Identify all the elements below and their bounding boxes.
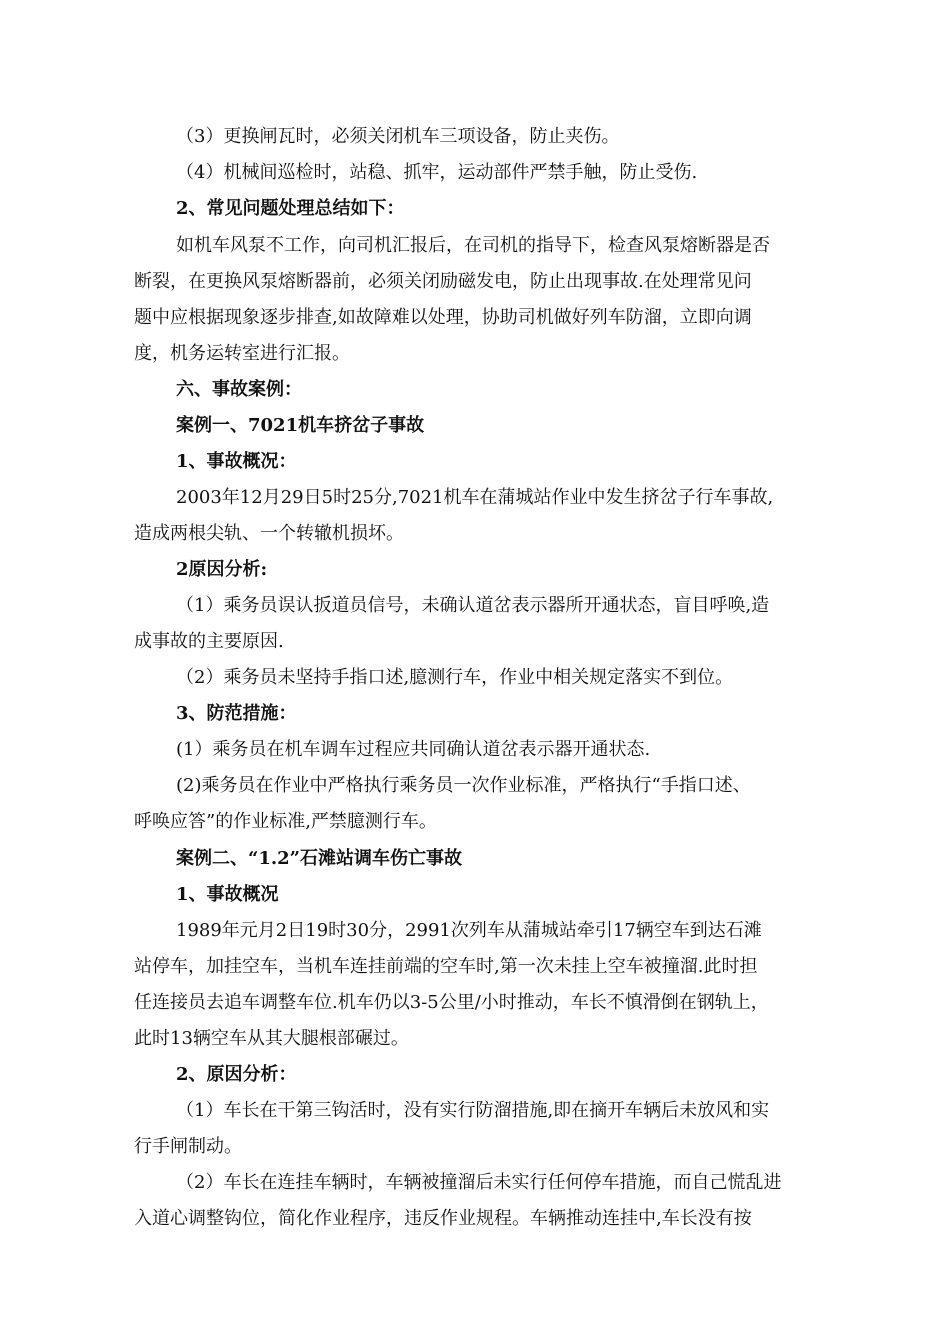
text-line: 入道心调整钩位，简化作业程序，违反作业规程。车辆推动连挂中,车长没有按 <box>134 1208 752 1229</box>
text-line: 1989年元月2日19时30分，2991次列车从蒲城站牵引17辆空车到达石滩 <box>176 920 762 941</box>
text-line: 成事故的主要原因. <box>134 631 284 652</box>
subsection-heading: 3、防范措施： <box>176 703 297 724</box>
text-line: (1）乘务员在机车调车过程应共同确认道岔表示器开通状态. <box>176 739 651 760</box>
text-line: （1）乘务员误认扳道员信号，未确认道岔表示器所开通状态，盲目呼唤,造 <box>176 595 770 616</box>
text-line: 此时13辆空车从其大腿根部碾过。 <box>134 1028 409 1049</box>
section-heading: 六、事故案例： <box>176 379 302 400</box>
text-line: 造成两根尖轨、一个转辙机损坏。 <box>134 523 404 544</box>
subsection-heading: 2、原因分析： <box>176 1064 297 1085</box>
text-line: （1）车长在干第三钩活时，没有实行防溜措施,即在摘开车辆后未放风和实 <box>176 1100 770 1121</box>
text-line: （2）乘务员未坚持手指口述,臆测行车，作业中相关规定落实不到位。 <box>176 667 734 688</box>
text-line: 站停车，加挂空车，当机车连挂前端的空车时,第一次未挂上空车被撞溜.此时担 <box>134 956 758 977</box>
text-line: 如机车风泵不工作，向司机汇报后，在司机的指导下，检查风泵熔断器是否 <box>176 235 770 256</box>
text-line: 2003年12月29日5时25分,7021机车在蒲城站作业中发生挤岔子行车事故, <box>176 487 774 508</box>
text-line: （4）机械间巡检时，站稳、抓牢，运动部件严禁手触，防止受伤. <box>176 162 698 183</box>
text-line: (2)乘务员在作业中严格执行乘务员一次作业标准，严格执行“手指口述、 <box>176 775 751 796</box>
subsection-heading: 1、事故概况 <box>176 884 279 905</box>
text-line: 度，机务运转室进行汇报。 <box>134 343 350 364</box>
subsection-heading: 2原因分析: <box>176 559 268 580</box>
text-line: 任连接员去追车调整车位.机车仍以3-5公里/小时推动，车长不慎滑倒在钢轨上， <box>134 992 769 1013</box>
text-line: 行手闸制动。 <box>134 1136 242 1157</box>
text-line: （3）更换闸瓦时，必须关闭机车三项设备，防止夹伤。 <box>176 126 620 147</box>
text-line: 题中应根据现象逐步排查,如故障难以处理，协助司机做好列车防溜，立即向调 <box>134 307 752 328</box>
text-line: 断裂，在更换风泵熔断器前，必须关闭励磁发电，防止出现事故.在处理常见问 <box>134 271 752 292</box>
case-heading: 案例二、“1.2”石滩站调车伤亡事故 <box>176 848 463 869</box>
subsection-heading: 1、事故概况： <box>176 451 297 472</box>
text-line: （2）车长在连挂车辆时，车辆被撞溜后未实行任何停车措施，而自己慌乱进 <box>176 1172 782 1193</box>
case-heading: 案例一、7021机车挤岔子事故 <box>176 415 425 436</box>
text-line: 呼唤应答”的作业标准,严禁臆测行车。 <box>134 811 437 832</box>
section-heading: 2、常见问题处理总结如下： <box>176 198 405 219</box>
